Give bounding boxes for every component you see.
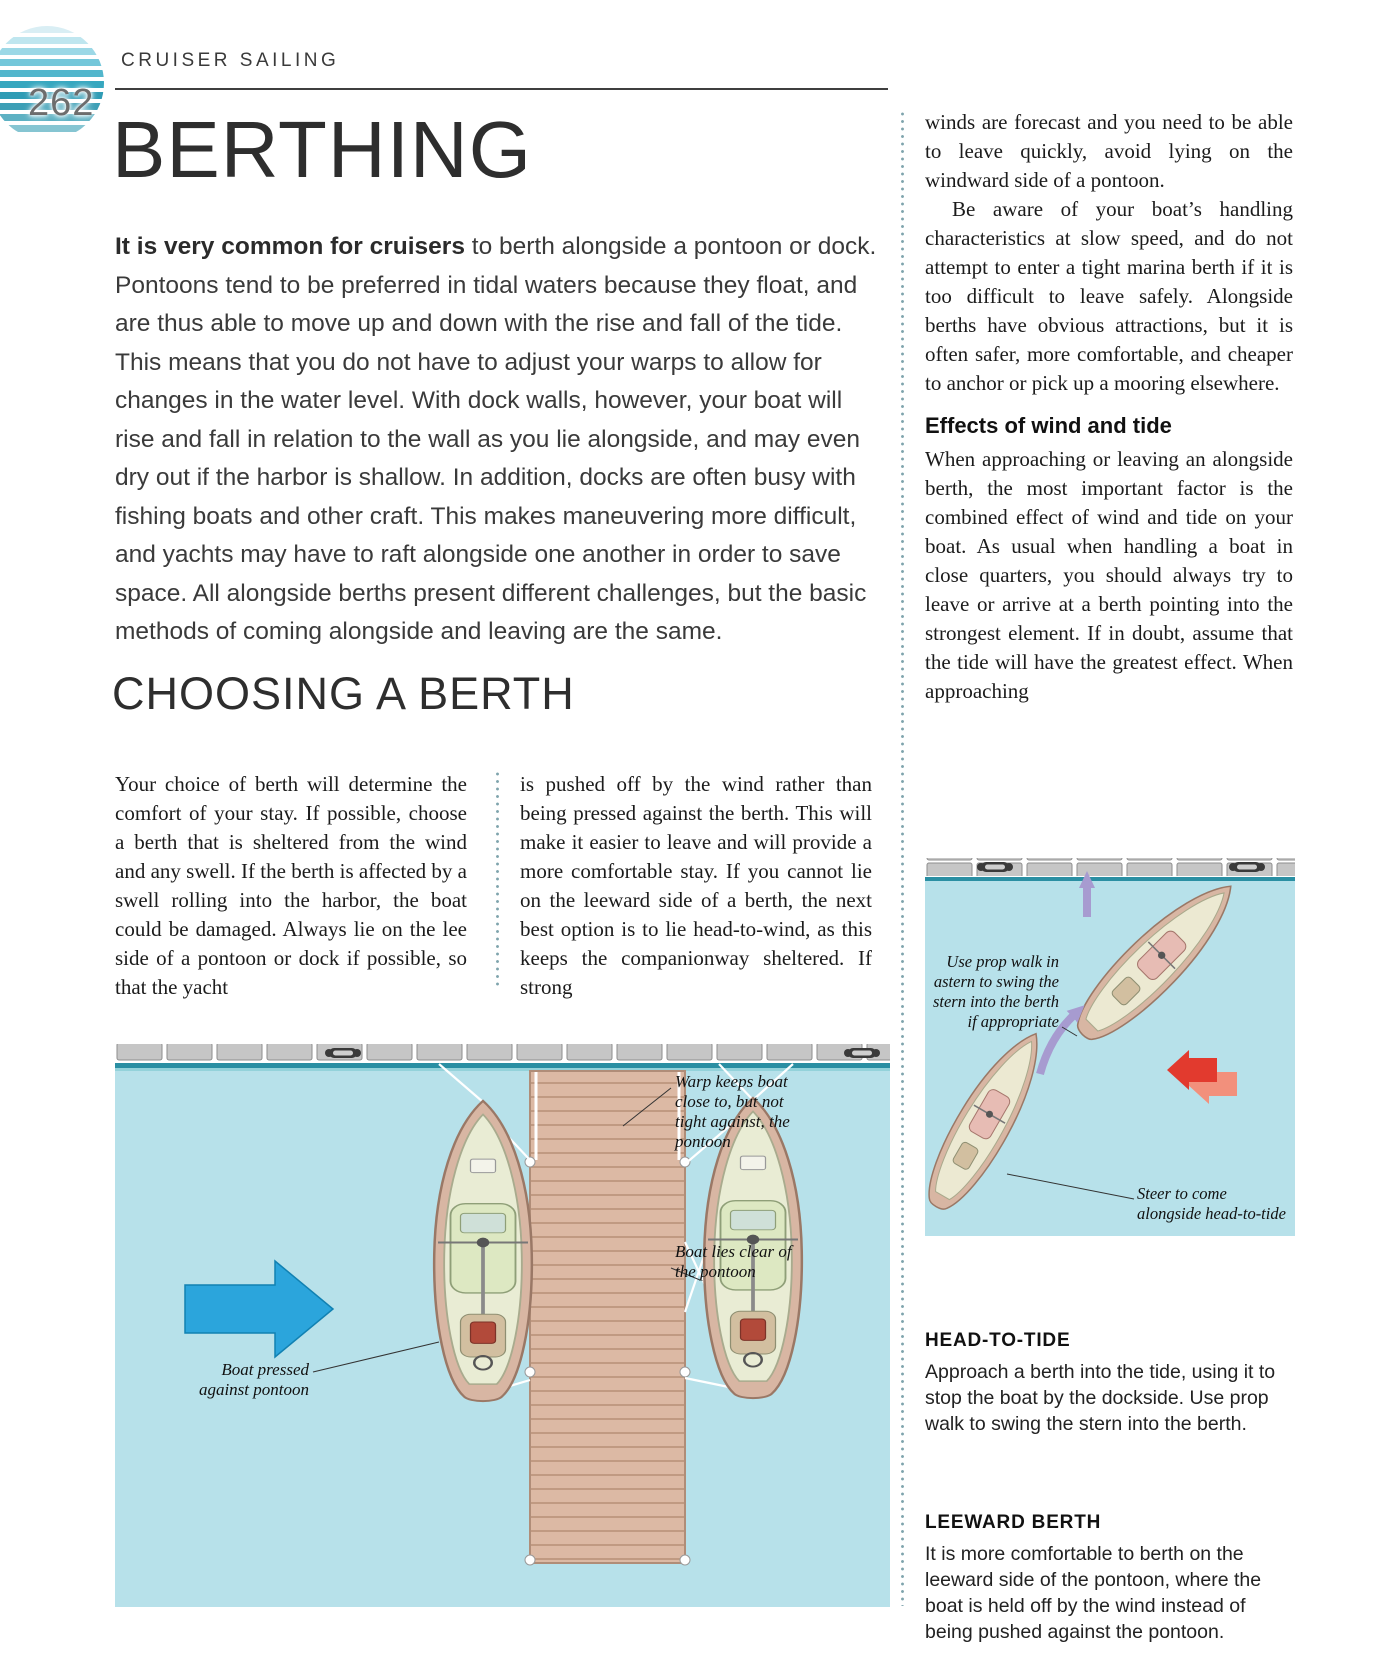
chapter-kicker: CRUISER SAILING bbox=[121, 50, 340, 71]
sidebar-para-2: Be aware of your boat’s handling characteristics at slow speed, and do not attempt to enter a tight marina berth if it is too difficult to leave safely. Alongside berths have obvious attractions, but it is often safer, more comfortable, and cheaper to anchor or pick up a mooring elsewhere. bbox=[925, 197, 1293, 395]
water bbox=[925, 881, 1295, 1236]
sidebar-para-1: winds are forecast and you need to be able to leave quickly, avoid lying on the windward side of a pontoon. bbox=[925, 110, 1293, 192]
caption-text: It is more comfortable to berth on the leeward side of the pontoon, where the boat is held off by the wind instead of being pushed against the pontoon. bbox=[925, 1543, 1262, 1643]
mooring-cleat-icon bbox=[1229, 862, 1265, 872]
label-boat-clear: Boat lies clear of the pontoon bbox=[675, 1242, 792, 1281]
mooring-cleat-icon bbox=[844, 1048, 880, 1058]
caption-title: LEEWARD BERTH bbox=[925, 1512, 1102, 1533]
choosing-column-1: Your choice of berth will determine the comfort of your stay. If possible, choose a berth that is sheltered from the wind and any swell. If the berth is affected by a swell rolling into the harbor, the boat could be damaged. Always lie on the lee side of a pontoon or dock if possible, so that the yacht bbox=[115, 772, 467, 999]
label-boat-pressed: Boat pressed against pontoon bbox=[198, 1360, 309, 1399]
pontoon-walkway bbox=[525, 1071, 690, 1565]
sidebar-divider-dotted bbox=[901, 112, 904, 1606]
column-divider-dotted bbox=[496, 772, 499, 990]
head-to-tide-diagram bbox=[925, 822, 1295, 1270]
dock-waterline bbox=[115, 1063, 890, 1068]
sidebar-para-3: When approaching or leaving an alongside berth, the most important factor is the combined effect of wind and tide on your boat. As usual when handling a boat in close quarters, you should always try to leave or arrive at a berth pointing into the strongest element. If in doubt, assume that the tide will have the greatest effect. When approaching bbox=[925, 447, 1293, 703]
page-title: BERTHING bbox=[112, 105, 532, 194]
intro-lead: It is very common for cruisers bbox=[115, 233, 465, 260]
caption-head-to-tide bbox=[925, 1330, 1293, 1437]
sidebar-column bbox=[925, 108, 1293, 706]
caption-leeward-berth bbox=[925, 1512, 1293, 1645]
dock-waterline-light bbox=[115, 1068, 890, 1071]
label-prop-walk: Use prop walk in astern to swing the stern into the berth if appropriate bbox=[932, 952, 1059, 1031]
dock-edge bbox=[115, 1044, 890, 1062]
label-steer-alongside: Steer to come alongside head-to-tide bbox=[1137, 1184, 1286, 1223]
choosing-column-2: is pushed off by the wind rather than being pressed against the berth. This will make it easier to leave and will provide a more comfortable stay. If you cannot lie on the leeward side of a berth, the next best option is to lie head-to-wind, as this keeps the companionway sheltered. If strong bbox=[520, 772, 872, 999]
caption-text: Approach a berth into the tide, using it to stop the boat by the dockside. Use prop walk to swing the stern into the berth. bbox=[925, 1361, 1276, 1435]
page-number: 262 bbox=[28, 82, 95, 124]
dock-waterline bbox=[925, 877, 1295, 881]
subheading-effects-of-wind-and-tide: Effects of wind and tide bbox=[925, 413, 1172, 438]
caption-title: HEAD-TO-TIDE bbox=[925, 1330, 1071, 1351]
header-rule bbox=[115, 88, 888, 90]
section-heading-choosing-a-berth: CHOOSING A BERTH bbox=[112, 668, 575, 719]
leeward-berth-diagram bbox=[115, 1042, 890, 1607]
mooring-cleat-icon bbox=[977, 862, 1013, 872]
mooring-cleat-icon bbox=[325, 1048, 361, 1058]
label-warp: Warp keeps boat close to, but not tight against, the pontoon bbox=[675, 1072, 790, 1151]
intro-body: to berth alongside a pontoon or dock. Pontoons tend to be preferred in tidal waters because they float, and are thus able to move up and down with the rise and fall of the tide. This means that you do not have to adjust your warps to allow for changes in the water level. With dock walls, however, your boat will rise and fall in relation to the wall as you lie alongside, and may even dry out if the harbor is shallow. In addition, docks are often busy with fishing boats and other craft. This makes maneuvering more difficult, and yachts may have to raft alongside one another in order to save space. All alongside berths present different challenges, but the basic methods of coming alongside and leaving are the same. bbox=[115, 233, 877, 645]
page-number-badge bbox=[0, 24, 118, 144]
intro-paragraph bbox=[115, 228, 887, 652]
